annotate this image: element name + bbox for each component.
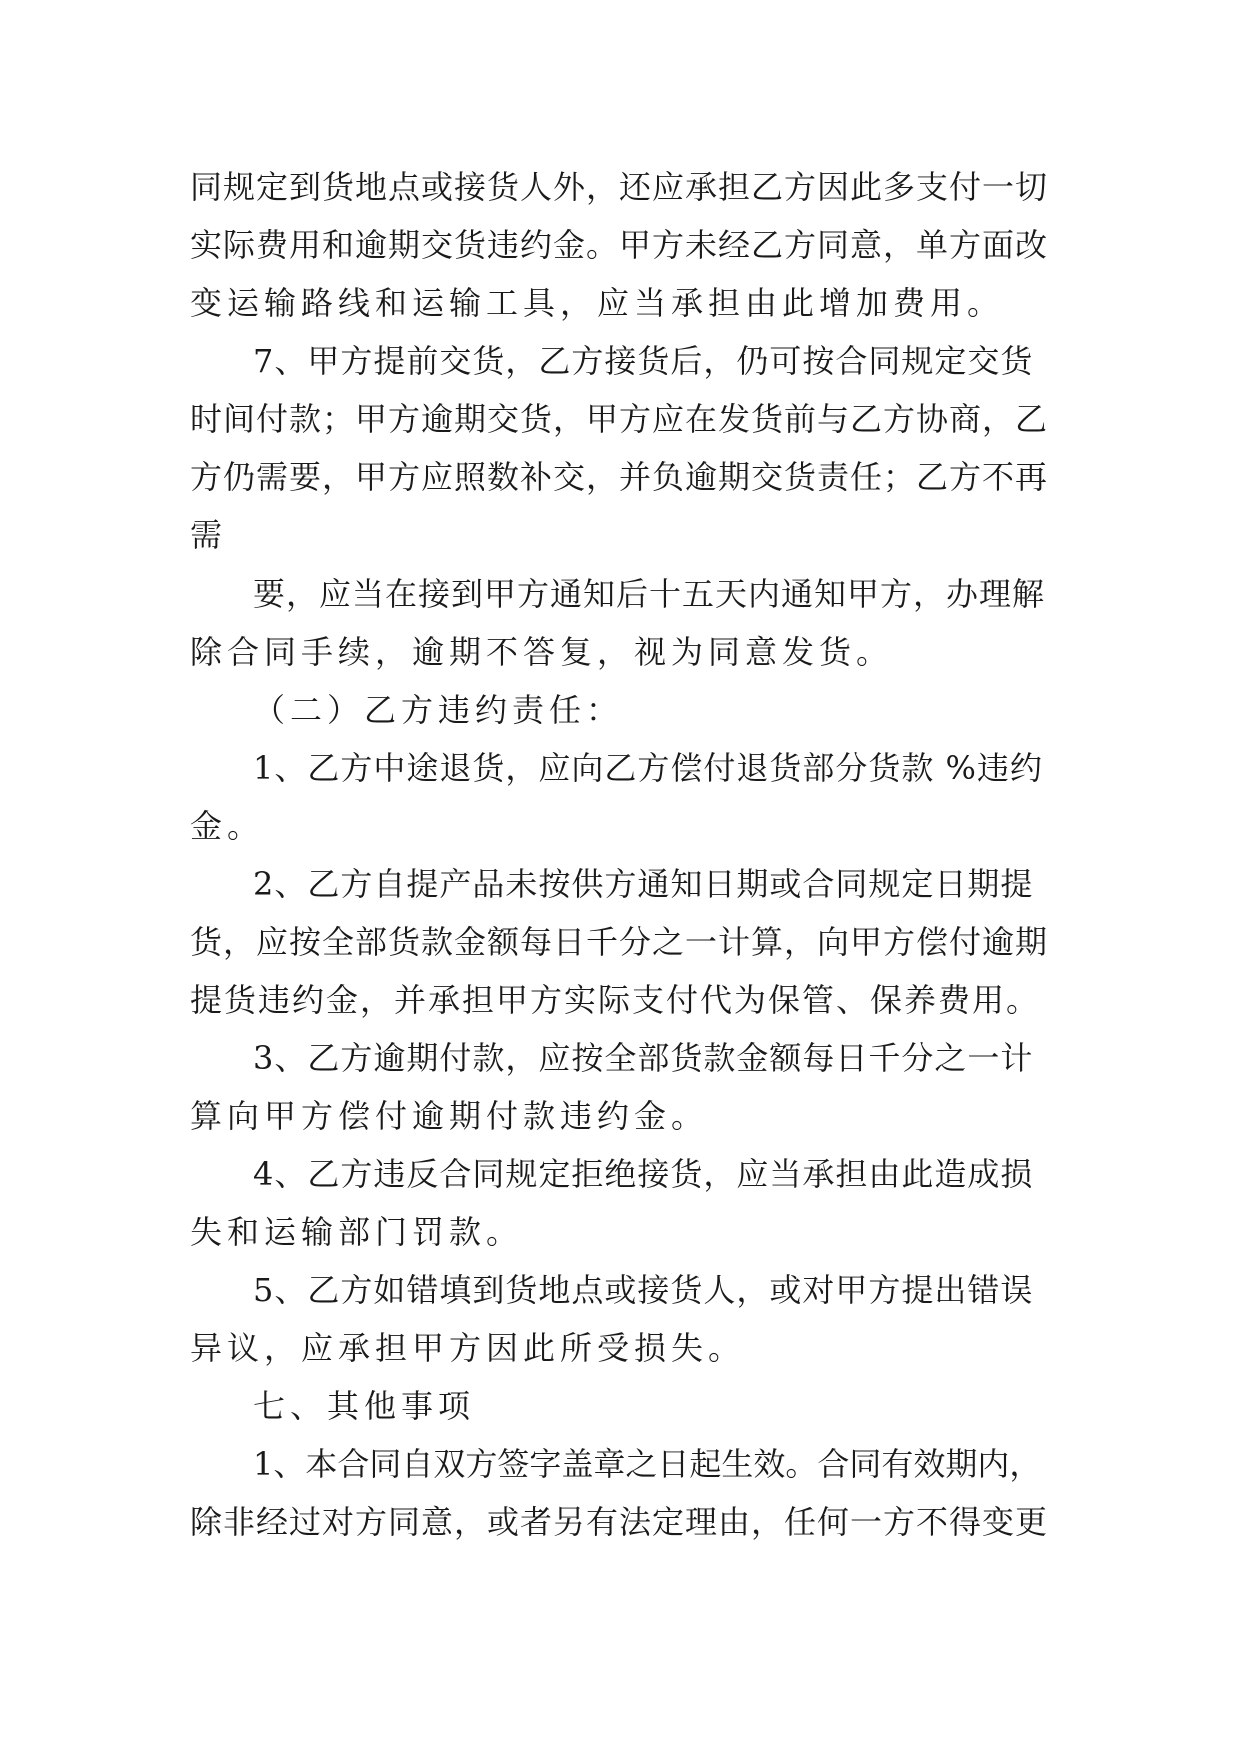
text-line: 除合同手续，逾期不答复，视为同意发货。 [190,633,894,671]
text-line: 7、甲方提前交货，乙方接货后，仍可按合同规定交货 [253,342,1034,380]
text-line: 实际费用和逾期交货违约金。甲方未经乙方同意，单方面改 [190,226,1049,264]
text-line: 提货违约金，并承担甲方实际支付代为保管、保养费用。 [190,981,1041,1019]
text-line: 1、乙方中途退货，应向乙方偿付退货部分货款 %违约 [253,749,1043,787]
text-line: 5、乙方如错填到货地点或接货人，或对甲方提出错误 [253,1271,1034,1309]
text-line: 金。 [190,807,265,845]
text-line: 3、乙方逾期付款，应按全部货款金额每日千分之一计 [253,1039,1034,1077]
section-heading: （二）乙方违约责任： [253,691,624,729]
text-line: 需 [190,516,228,554]
text-line: 除非经过对方同意，或者另有法定理由，任何一方不得变更 [190,1503,1049,1541]
text-line: 失和运输部门罚款。 [190,1213,524,1251]
text-line: 异议，应承担甲方因此所受损失。 [190,1329,746,1367]
text-line: 同规定到货地点或接货人外，还应承担乙方因此多支付一切 [190,168,1049,206]
text-line: 货，应按全部货款金额每日千分之一计算，向甲方偿付逾期 [190,923,1049,961]
text-line: 要，应当在接到甲方通知后十五天内通知甲方，办理解 [253,575,1046,613]
section-heading: 七、其他事项 [253,1387,476,1425]
text-line: 时间付款；甲方逾期交货，甲方应在发货前与乙方协商，乙 [190,400,1049,438]
text-line: 2、乙方自提产品未按供方通知日期或合同规定日期提 [253,865,1034,903]
text-line: 变运输路线和运输工具，应当承担由此增加费用。 [190,284,1005,322]
text-line: 4、乙方违反合同规定拒绝接货，应当承担由此造成损 [253,1155,1034,1193]
text-line: 1、本合同自双方签字盖章之日起生效。合同有效期内， [253,1445,1042,1483]
text-line: 方仍需要，甲方应照数补交，并负逾期交货责任；乙方不再 [190,458,1049,496]
text-line: 算向甲方偿付逾期付款违约金。 [190,1097,709,1135]
